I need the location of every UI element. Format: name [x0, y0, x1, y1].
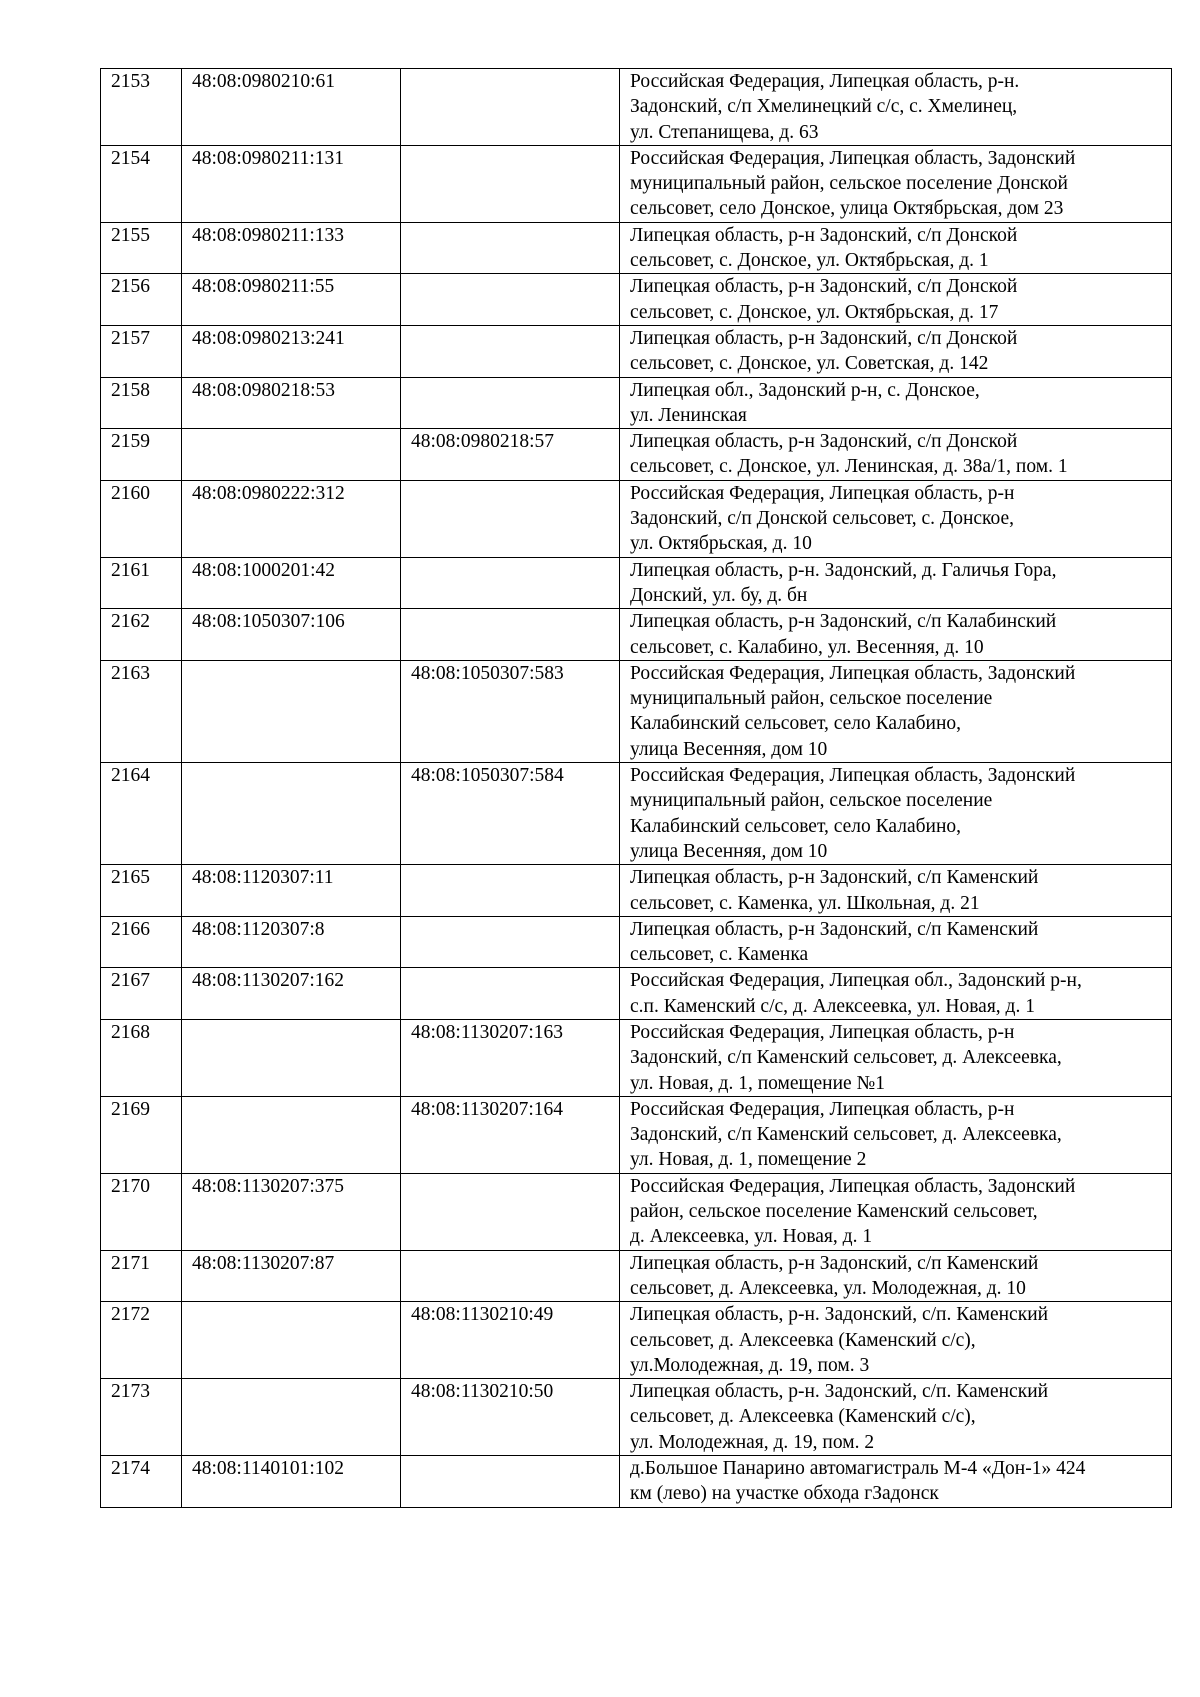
object-cadastral-number	[401, 1173, 620, 1250]
address-cell: Липецкая обл., Задонский р-н, с. Донское, ул. Ленинская	[620, 377, 1172, 429]
row-number: 2160	[101, 480, 182, 557]
address-cell: Липецкая область, р-н Задонский, с/п Донской сельсовет, с. Донское, ул. Октябрьская, д. 17	[620, 274, 1172, 326]
row-number: 2164	[101, 763, 182, 865]
land-cadastral-number: 48:08:0980211:131	[182, 145, 401, 222]
land-cadastral-number: 48:08:0980210:61	[182, 69, 401, 146]
object-cadastral-number: 48:08:1130207:163	[401, 1019, 620, 1096]
land-cadastral-number: 48:08:1130207:375	[182, 1173, 401, 1250]
land-cadastral-number: 48:08:1120307:11	[182, 865, 401, 917]
table-row	[101, 763, 1172, 865]
land-cadastral-number: 48:08:0980218:53	[182, 377, 401, 429]
table-row	[101, 865, 1172, 917]
address-cell: Российская Федерация, Липецкая область, р-н. Задонский, с/п Хмелинецкий с/с, с. Хмелинец, ул. Степанищева, д. 63	[620, 69, 1172, 146]
row-number: 2161	[101, 557, 182, 609]
table-row	[101, 69, 1172, 146]
land-cadastral-number	[182, 1302, 401, 1379]
address-cell: Липецкая область, р-н Задонский, с/п Донской сельсовет, с. Донское, ул. Октябрьская, д. 1	[620, 222, 1172, 274]
table-row	[101, 274, 1172, 326]
registry-table	[100, 68, 1172, 1508]
address-cell: Российская Федерация, Липецкая обл., Задонский р-н, с.п. Каменский с/с, д. Алексеевка, ул. Новая, д. 1	[620, 968, 1172, 1020]
object-cadastral-number	[401, 1250, 620, 1302]
row-number: 2166	[101, 916, 182, 968]
address-cell: Липецкая область, р-н Задонский, с/п Каменский сельсовет, д. Алексеевка, ул. Молодежная, д. 10	[620, 1250, 1172, 1302]
table-row	[101, 1379, 1172, 1456]
object-cadastral-number: 48:08:1050307:583	[401, 660, 620, 762]
address-cell: Липецкая область, р-н. Задонский, с/п. Каменский сельсовет, д. Алексеевка (Каменский с/с), ул.Молодежная, д. 19, пом. 3	[620, 1302, 1172, 1379]
object-cadastral-number: 48:08:0980218:57	[401, 429, 620, 481]
address-cell: Липецкая область, р-н Задонский, с/п Донской сельсовет, с. Донское, ул. Советская, д. 142	[620, 325, 1172, 377]
land-cadastral-number: 48:08:0980211:55	[182, 274, 401, 326]
address-cell: Российская Федерация, Липецкая область, Задонский район, сельское поселение Каменский сельсовет, д. Алексеевка, ул. Новая, д. 1	[620, 1173, 1172, 1250]
address-cell: Липецкая область, р-н. Задонский, с/п. Каменский сельсовет, д. Алексеевка (Каменский с/с), ул. Молодежная, д. 19, пом. 2	[620, 1379, 1172, 1456]
land-cadastral-number: 48:08:1120307:8	[182, 916, 401, 968]
land-cadastral-number	[182, 660, 401, 762]
row-number: 2168	[101, 1019, 182, 1096]
row-number: 2170	[101, 1173, 182, 1250]
row-number: 2172	[101, 1302, 182, 1379]
land-cadastral-number: 48:08:1140101:102	[182, 1456, 401, 1508]
object-cadastral-number	[401, 1456, 620, 1508]
object-cadastral-number	[401, 69, 620, 146]
table-row	[101, 377, 1172, 429]
row-number: 2155	[101, 222, 182, 274]
address-cell: Российская Федерация, Липецкая область, Задонский муниципальный район, сельское поселение Калабинский сельсовет, село Калабино, улица Весенняя, дом 10	[620, 660, 1172, 762]
registry-body	[101, 69, 1172, 1508]
row-number: 2156	[101, 274, 182, 326]
object-cadastral-number	[401, 968, 620, 1020]
table-row	[101, 145, 1172, 222]
table-row	[101, 557, 1172, 609]
object-cadastral-number	[401, 557, 620, 609]
row-number: 2157	[101, 325, 182, 377]
object-cadastral-number	[401, 325, 620, 377]
object-cadastral-number	[401, 377, 620, 429]
table-row	[101, 1250, 1172, 1302]
address-cell: Российская Федерация, Липецкая область, р-н Задонский, с/п Каменский сельсовет, д. Алексеевка, ул. Новая, д. 1, помещение 2	[620, 1096, 1172, 1173]
land-cadastral-number: 48:08:1130207:87	[182, 1250, 401, 1302]
object-cadastral-number	[401, 916, 620, 968]
land-cadastral-number: 48:08:0980222:312	[182, 480, 401, 557]
table-row	[101, 968, 1172, 1020]
table-row	[101, 1019, 1172, 1096]
object-cadastral-number	[401, 609, 620, 661]
address-cell: Липецкая область, р-н Задонский, с/п Каменский сельсовет, с. Каменка	[620, 916, 1172, 968]
object-cadastral-number: 48:08:1130210:50	[401, 1379, 620, 1456]
table-row	[101, 1096, 1172, 1173]
row-number: 2171	[101, 1250, 182, 1302]
object-cadastral-number	[401, 480, 620, 557]
address-cell: Российская Федерация, Липецкая область, р-н Задонский, с/п Донской сельсовет, с. Донское, ул. Октябрьская, д. 10	[620, 480, 1172, 557]
row-number: 2162	[101, 609, 182, 661]
row-number: 2169	[101, 1096, 182, 1173]
address-cell: Российская Федерация, Липецкая область, р-н Задонский, с/п Каменский сельсовет, д. Алексеевка, ул. Новая, д. 1, помещение №1	[620, 1019, 1172, 1096]
row-number: 2154	[101, 145, 182, 222]
object-cadastral-number	[401, 865, 620, 917]
object-cadastral-number	[401, 222, 620, 274]
object-cadastral-number	[401, 145, 620, 222]
address-cell: Российская Федерация, Липецкая область, Задонский муниципальный район, сельское поселение Калабинский сельсовет, село Калабино, улица Весенняя, дом 10	[620, 763, 1172, 865]
table-row	[101, 1456, 1172, 1508]
row-number: 2163	[101, 660, 182, 762]
table-row	[101, 1302, 1172, 1379]
row-number: 2159	[101, 429, 182, 481]
object-cadastral-number: 48:08:1130207:164	[401, 1096, 620, 1173]
land-cadastral-number	[182, 429, 401, 481]
address-cell: Липецкая область, р-н Задонский, с/п Калабинский сельсовет, с. Калабино, ул. Весенняя, д. 10	[620, 609, 1172, 661]
object-cadastral-number: 48:08:1050307:584	[401, 763, 620, 865]
address-cell: Липецкая область, р-н. Задонский, д. Галичья Гора, Донский, ул. бу, д. бн	[620, 557, 1172, 609]
address-cell: д.Большое Панарино автомагистраль М-4 «Дон-1» 424 км (лево) на участке обхода гЗадонск	[620, 1456, 1172, 1508]
table-row	[101, 222, 1172, 274]
land-cadastral-number	[182, 1096, 401, 1173]
row-number: 2165	[101, 865, 182, 917]
table-row	[101, 1173, 1172, 1250]
land-cadastral-number: 48:08:0980213:241	[182, 325, 401, 377]
table-row	[101, 660, 1172, 762]
land-cadastral-number	[182, 763, 401, 865]
object-cadastral-number: 48:08:1130210:49	[401, 1302, 620, 1379]
table-row	[101, 480, 1172, 557]
row-number: 2174	[101, 1456, 182, 1508]
address-cell: Российская Федерация, Липецкая область, Задонский муниципальный район, сельское поселение Донской сельсовет, село Донское, улица Октябрьская, дом 23	[620, 145, 1172, 222]
row-number: 2173	[101, 1379, 182, 1456]
land-cadastral-number: 48:08:1130207:162	[182, 968, 401, 1020]
land-cadastral-number: 48:08:1050307:106	[182, 609, 401, 661]
land-cadastral-number: 48:08:0980211:133	[182, 222, 401, 274]
row-number: 2167	[101, 968, 182, 1020]
address-cell: Липецкая область, р-н Задонский, с/п Каменский сельсовет, с. Каменка, ул. Школьная, д. 21	[620, 865, 1172, 917]
object-cadastral-number	[401, 274, 620, 326]
table-row	[101, 429, 1172, 481]
table-row	[101, 916, 1172, 968]
land-cadastral-number: 48:08:1000201:42	[182, 557, 401, 609]
table-row	[101, 325, 1172, 377]
table-row	[101, 609, 1172, 661]
address-cell: Липецкая область, р-н Задонский, с/п Донской сельсовет, с. Донское, ул. Ленинская, д. 38а/1, пом. 1	[620, 429, 1172, 481]
row-number: 2153	[101, 69, 182, 146]
land-cadastral-number	[182, 1379, 401, 1456]
land-cadastral-number	[182, 1019, 401, 1096]
row-number: 2158	[101, 377, 182, 429]
